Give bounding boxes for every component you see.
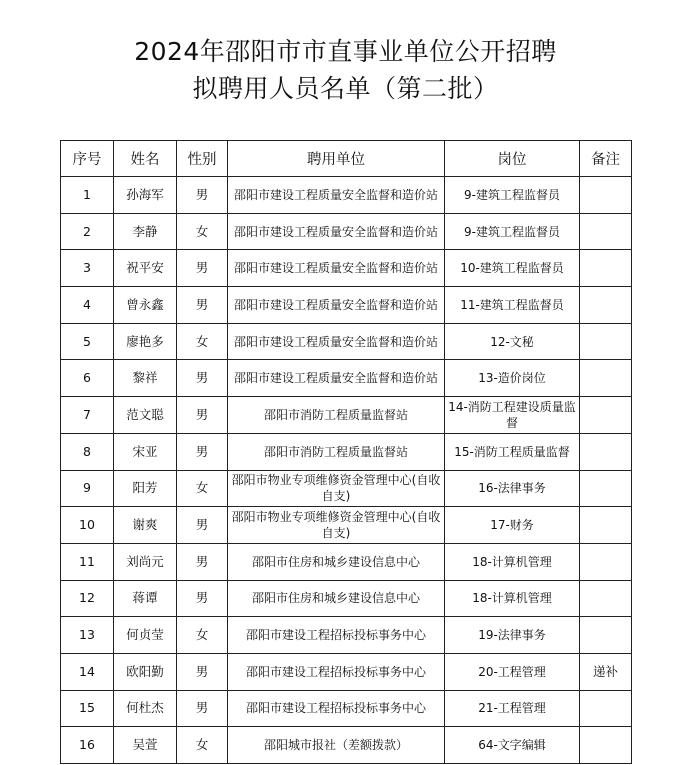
cell-no: 15 (61, 690, 114, 727)
cell-gender: 男 (177, 690, 228, 727)
cell-name: 李静 (114, 213, 177, 250)
cell-post: 10-建筑工程监督员 (445, 250, 580, 287)
cell-no: 13 (61, 617, 114, 654)
cell-gender: 男 (177, 507, 228, 544)
header-post: 岗位 (445, 141, 580, 177)
cell-name: 范文聪 (114, 397, 177, 434)
cell-post: 64-文字编辑 (445, 727, 580, 764)
cell-name: 欧阳勤 (114, 653, 177, 690)
cell-remark (580, 177, 632, 214)
cell-no: 6 (61, 360, 114, 397)
table-row (61, 250, 632, 287)
cell-no: 3 (61, 250, 114, 287)
cell-name: 何杜杰 (114, 690, 177, 727)
cell-no: 7 (61, 397, 114, 434)
cell-name: 黎祥 (114, 360, 177, 397)
table-row (61, 177, 632, 214)
cell-no: 14 (61, 653, 114, 690)
cell-gender: 男 (177, 177, 228, 214)
cell-gender: 男 (177, 287, 228, 324)
cell-remark (580, 250, 632, 287)
cell-name: 何贞莹 (114, 617, 177, 654)
cell-name: 祝平安 (114, 250, 177, 287)
cell-gender: 女 (177, 470, 228, 507)
document-title-line-2: 拟聘用人员名单（第二批） (192, 74, 499, 103)
table-row (61, 287, 632, 324)
cell-post: 17-财务 (445, 507, 580, 544)
cell-remark (580, 543, 632, 580)
table-row (61, 323, 632, 360)
cell-gender: 男 (177, 360, 228, 397)
cell-unit: 邵阳市建设工程质量安全监督和造价站 (228, 287, 445, 324)
cell-remark (580, 360, 632, 397)
table-row (61, 580, 632, 617)
cell-post: 20-工程管理 (445, 653, 580, 690)
cell-name: 廖艳多 (114, 323, 177, 360)
cell-no: 5 (61, 323, 114, 360)
cell-no: 16 (61, 727, 114, 764)
cell-name: 孙海军 (114, 177, 177, 214)
table-row (61, 397, 632, 434)
table-row (61, 543, 632, 580)
cell-gender: 男 (177, 543, 228, 580)
cell-gender: 男 (177, 397, 228, 434)
cell-remark: 递补 (580, 653, 632, 690)
table-row (61, 360, 632, 397)
cell-remark (580, 507, 632, 544)
cell-remark (580, 433, 632, 470)
cell-remark (580, 397, 632, 434)
cell-post: 18-计算机管理 (445, 543, 580, 580)
table-header-row (61, 141, 632, 177)
cell-post: 21-工程管理 (445, 690, 580, 727)
cell-remark (580, 617, 632, 654)
cell-remark (580, 287, 632, 324)
cell-unit: 邵阳市建设工程招标投标事务中心 (228, 690, 445, 727)
cell-post: 9-建筑工程监督员 (445, 213, 580, 250)
cell-remark (580, 213, 632, 250)
cell-unit: 邵阳市住房和城乡建设信息中心 (228, 543, 445, 580)
cell-unit: 邵阳市建设工程质量安全监督和造价站 (228, 360, 445, 397)
cell-unit: 邵阳城市报社（差额拨款） (228, 727, 445, 764)
cell-post: 12-文秘 (445, 323, 580, 360)
cell-remark (580, 727, 632, 764)
cell-gender: 男 (177, 653, 228, 690)
cell-gender: 女 (177, 213, 228, 250)
table-row (61, 617, 632, 654)
cell-unit: 邵阳市建设工程质量安全监督和造价站 (228, 250, 445, 287)
table-row (61, 213, 632, 250)
cell-gender: 女 (177, 323, 228, 360)
cell-no: 1 (61, 177, 114, 214)
cell-name: 宋亚 (114, 433, 177, 470)
cell-no: 12 (61, 580, 114, 617)
table-row (61, 727, 632, 764)
cell-post: 9-建筑工程监督员 (445, 177, 580, 214)
document-title-line-1: 2024年邵阳市市直事业单位公开招聘 (134, 37, 557, 66)
header-remark: 备注 (580, 141, 632, 177)
cell-unit: 邵阳市消防工程质量监督站 (228, 433, 445, 470)
table-row (61, 470, 632, 507)
cell-remark (580, 580, 632, 617)
cell-no: 8 (61, 433, 114, 470)
cell-no: 11 (61, 543, 114, 580)
table-row (61, 653, 632, 690)
cell-unit: 邵阳市物业专项维修资金管理中心(自收自支) (228, 507, 445, 544)
table-row (61, 690, 632, 727)
cell-no: 10 (61, 507, 114, 544)
cell-unit: 邵阳市消防工程质量监督站 (228, 397, 445, 434)
cell-unit: 邵阳市建设工程质量安全监督和造价站 (228, 323, 445, 360)
cell-post: 18-计算机管理 (445, 580, 580, 617)
cell-name: 谢爽 (114, 507, 177, 544)
cell-name: 吴萱 (114, 727, 177, 764)
cell-no: 9 (61, 470, 114, 507)
table-row (61, 433, 632, 470)
hiring-roster-table (60, 140, 632, 764)
cell-gender: 女 (177, 727, 228, 764)
cell-remark (580, 323, 632, 360)
cell-post: 13-造价岗位 (445, 360, 580, 397)
header-no: 序号 (61, 141, 114, 177)
table-body (61, 177, 632, 764)
cell-gender: 男 (177, 250, 228, 287)
cell-no: 2 (61, 213, 114, 250)
cell-post: 16-法律事务 (445, 470, 580, 507)
header-name: 姓名 (114, 141, 177, 177)
cell-unit: 邵阳市物业专项维修资金管理中心(自收自支) (228, 470, 445, 507)
cell-unit: 邵阳市建设工程招标投标事务中心 (228, 653, 445, 690)
cell-post: 11-建筑工程监督员 (445, 287, 580, 324)
cell-post: 19-法律事务 (445, 617, 580, 654)
cell-gender: 女 (177, 617, 228, 654)
cell-name: 阳芳 (114, 470, 177, 507)
cell-name: 刘尚元 (114, 543, 177, 580)
cell-remark (580, 470, 632, 507)
cell-gender: 男 (177, 433, 228, 470)
cell-remark (580, 690, 632, 727)
cell-gender: 男 (177, 580, 228, 617)
cell-no: 4 (61, 287, 114, 324)
cell-post: 15-消防工程质量监督 (445, 433, 580, 470)
cell-unit: 邵阳市住房和城乡建设信息中心 (228, 580, 445, 617)
table-row (61, 507, 632, 544)
cell-unit: 邵阳市建设工程质量安全监督和造价站 (228, 177, 445, 214)
cell-unit: 邵阳市建设工程招标投标事务中心 (228, 617, 445, 654)
cell-unit: 邵阳市建设工程质量安全监督和造价站 (228, 213, 445, 250)
cell-name: 蒋谭 (114, 580, 177, 617)
header-gender: 性别 (177, 141, 228, 177)
cell-name: 曾永鑫 (114, 287, 177, 324)
header-unit: 聘用单位 (228, 141, 445, 177)
cell-post: 14-消防工程建设质量监督 (445, 397, 580, 434)
